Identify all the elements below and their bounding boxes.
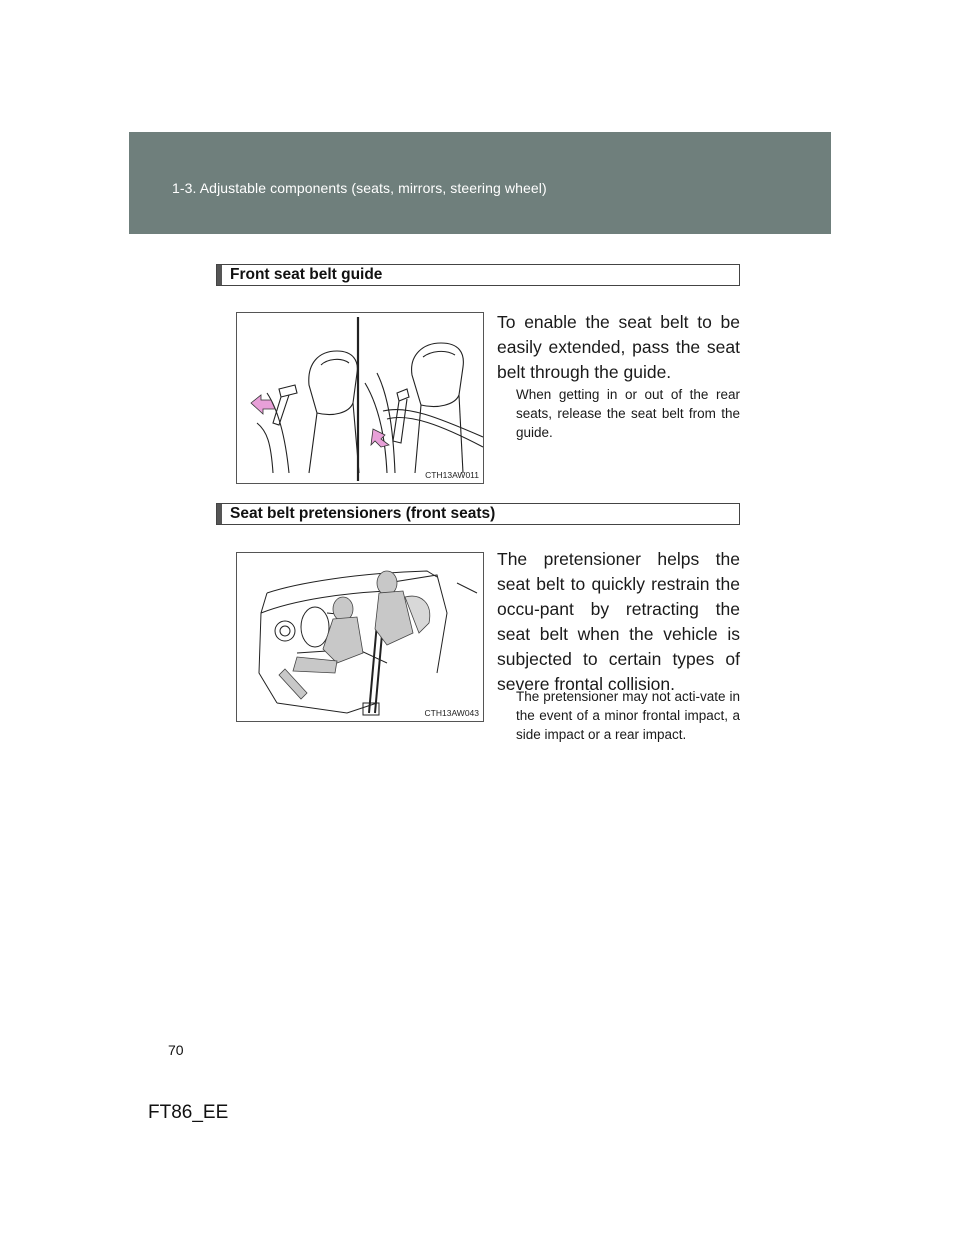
- figure-code: CTH13AW011: [425, 470, 479, 480]
- heading-accent: [217, 504, 222, 524]
- page-number: 70: [168, 1042, 184, 1058]
- document-code: FT86_EE: [148, 1102, 229, 1123]
- section-body-text: The pretensioner helps the seat belt to quickly restrain the occu-pant by retracting the seat belt when the vehicle is subjected to certain types of severe frontal collision.: [497, 549, 740, 694]
- pretensioner-illustration: [237, 553, 483, 721]
- breadcrumb: 1-3. Adjustable components (seats, mirrors, steering wheel): [172, 180, 547, 196]
- figure-code: CTH13AW043: [424, 708, 479, 718]
- section-heading-seat-belt-guide: [216, 264, 740, 286]
- section-note-text: The pretensioner may not acti-vate in the event of a minor frontal impact, a side impact or a rear impact.: [516, 689, 740, 742]
- section-note-text: When getting in or out of the rear seats, release the seat belt from the guide.: [516, 387, 740, 440]
- section-title: Front seat belt guide: [230, 266, 383, 283]
- figure-seat-belt-guide: [236, 312, 484, 484]
- seat-belt-guide-illustration: [237, 313, 483, 483]
- section-heading-pretensioners: [216, 503, 740, 525]
- section-body-text: To enable the seat belt to be easily extended, pass the seat belt through the guide.: [497, 312, 740, 382]
- section-title: Seat belt pretensioners (front seats): [230, 505, 496, 522]
- heading-accent: [217, 265, 222, 285]
- figure-pretensioners: [236, 552, 484, 722]
